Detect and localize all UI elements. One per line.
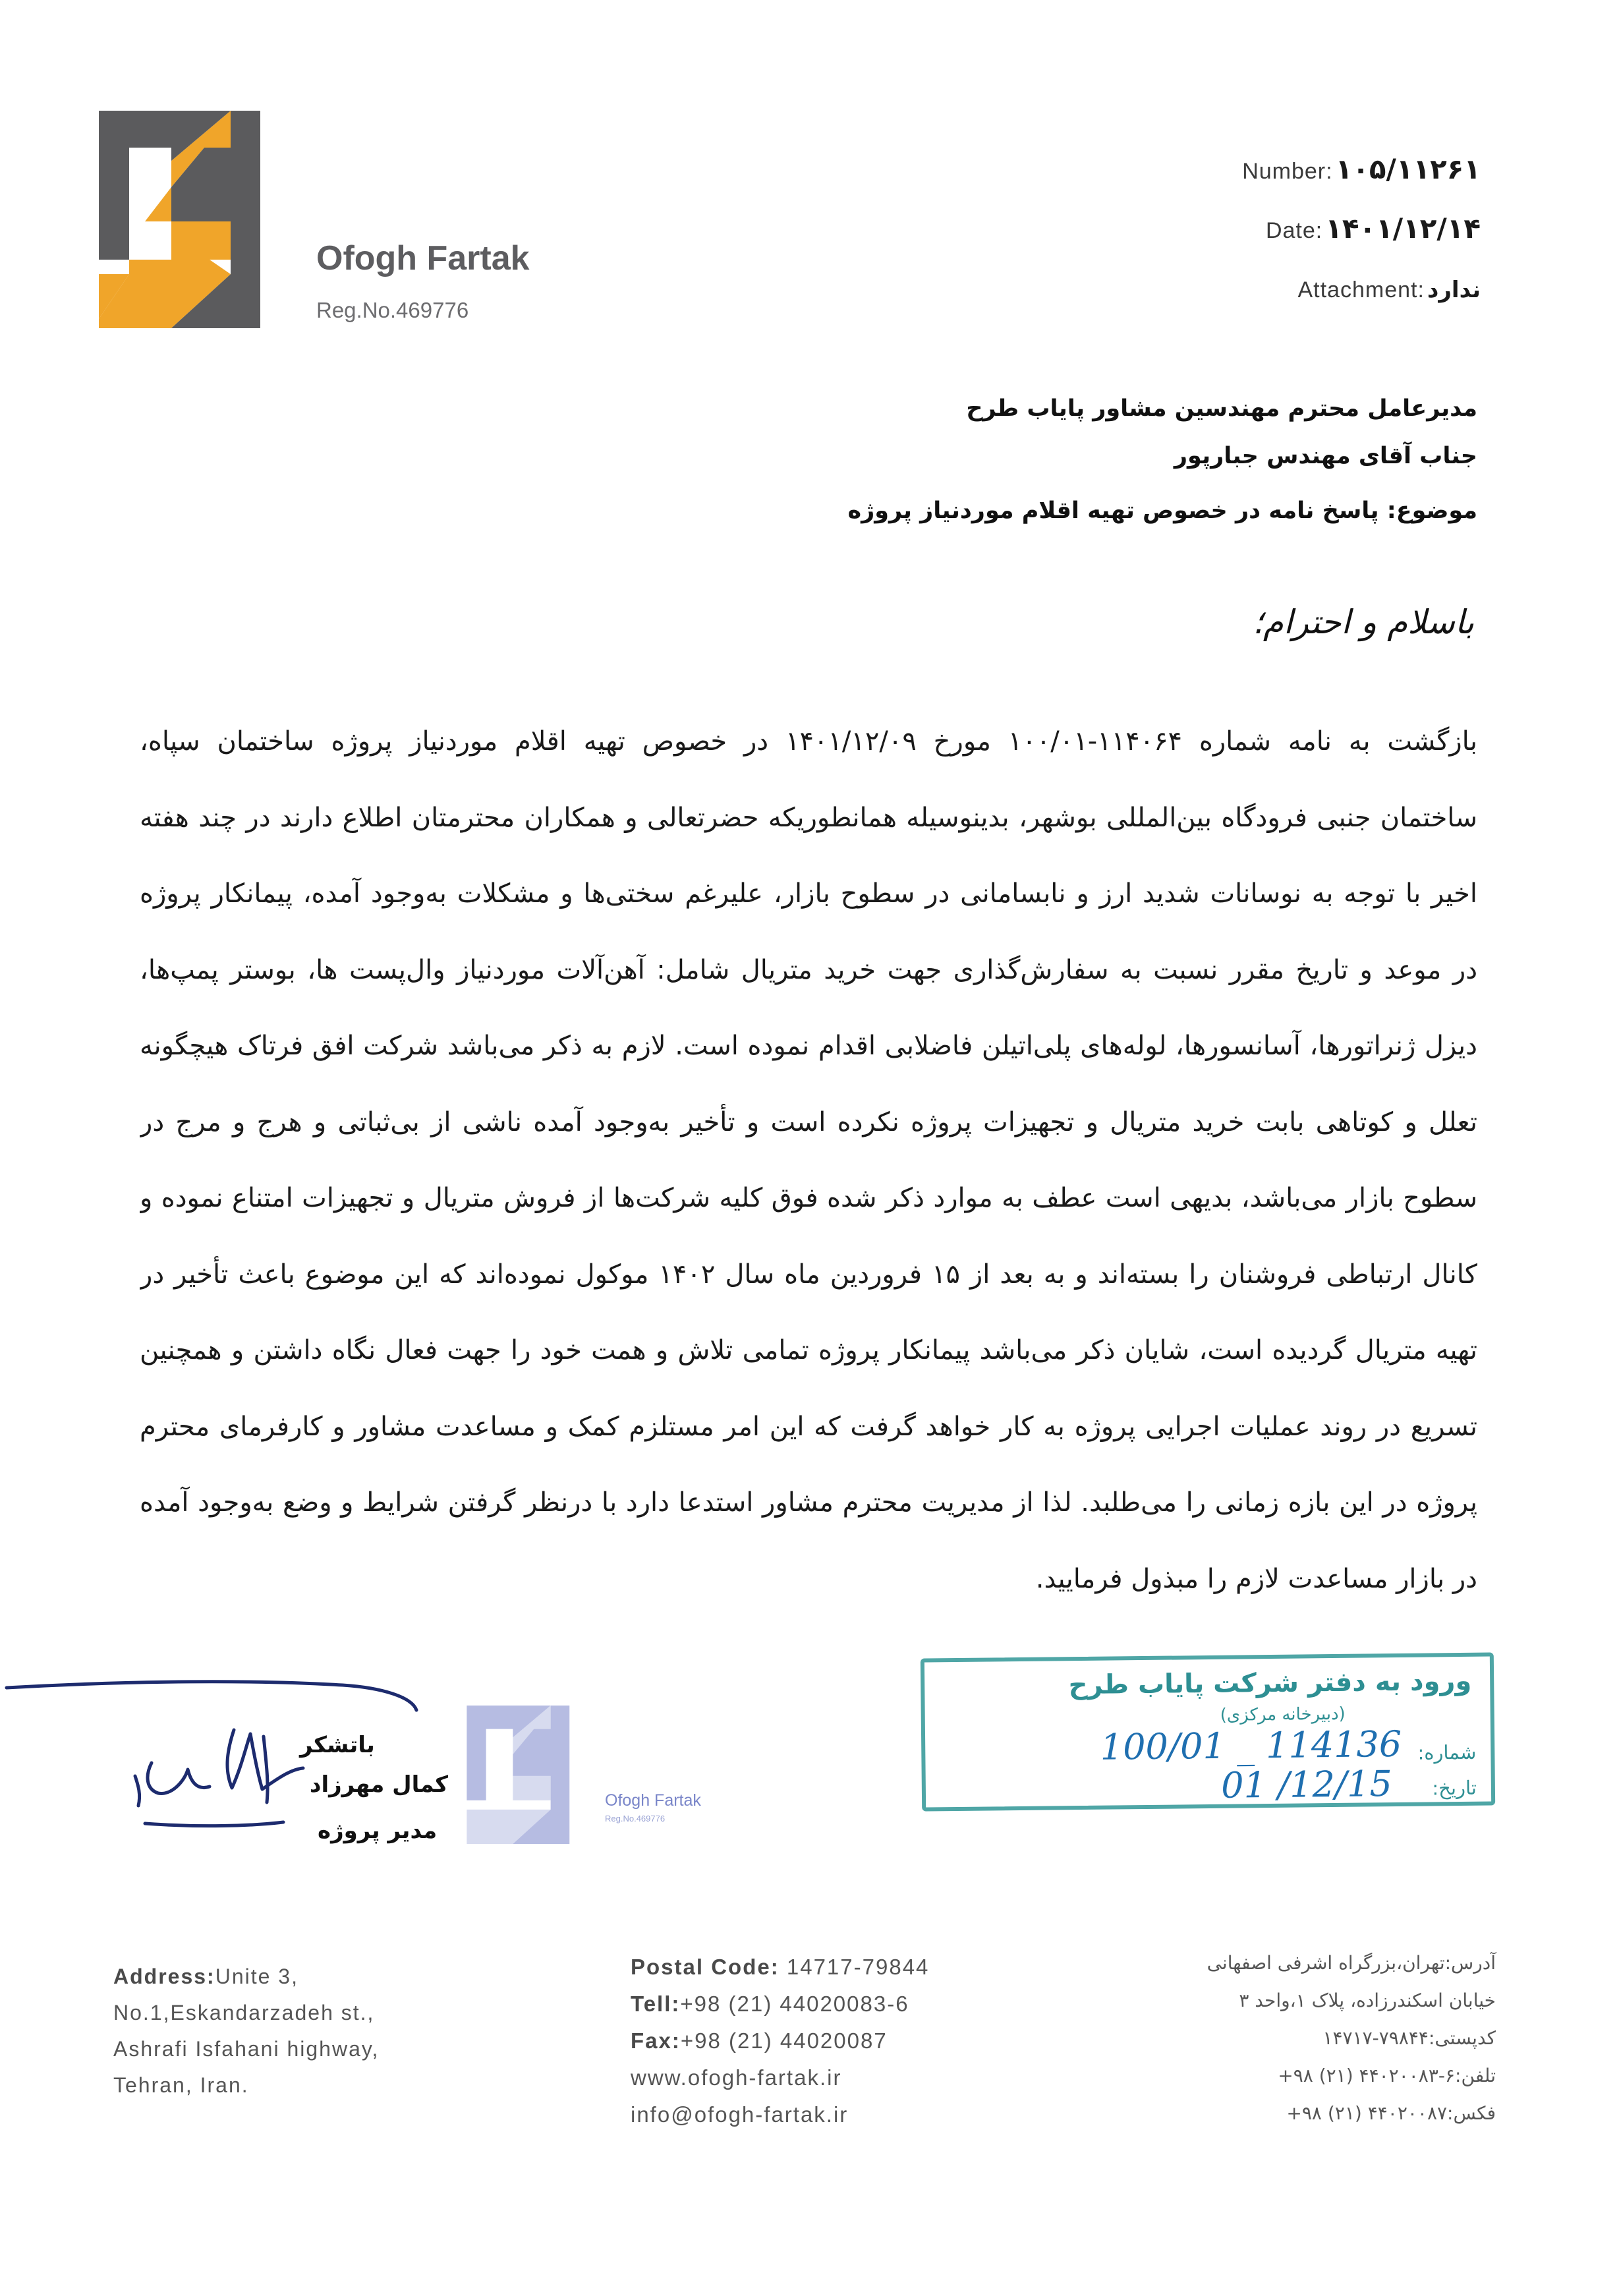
body-line: کانال ارتباطی فروشنان را بسته‌اند و به بعد از ۱۵ فروردین ماه سال ۱۴۰۲ موکول نموده‌اند که این موضوع باعث تأخیر در [140, 1259, 1477, 1290]
footer-contact [631, 1949, 929, 2133]
signer-title: مدیر پروژه [318, 1818, 438, 1844]
address-line: Unite 3, [215, 1965, 298, 1988]
letter-number [1242, 153, 1481, 185]
fa-footer-line: تلفن:۶-۴۴۰۲۰۰۸۳ (۲۱) ۹۸+ [1278, 2065, 1496, 2086]
recipient-title: مدیرعامل محترم مهندسین مشاور پایاب طرح [966, 395, 1477, 422]
stamp-title: ورود به دفتر شرکت پایاب طرح [1068, 1665, 1472, 1701]
number-label: Number: [1242, 159, 1333, 184]
signer-closing: باتشکر [300, 1732, 375, 1758]
body-line: تهیه متریال گردیده است، شایان ذکر می‌باشد پیمانکار پروژه تمامی تلاش و همت خود را جهت فعال نگاه داشتن و همچنین [140, 1335, 1477, 1365]
body-line: سطوح بازار می‌باشد، بدیهی است عطف به موارد ذکر شده فوق کلیه شرکت‌ها از فروش متریال و تجهیزات امتناع نموده و [140, 1183, 1477, 1213]
logo-mark [99, 111, 260, 328]
stamp-reg: Reg.No.469776 [605, 1814, 666, 1823]
stamp-date-label: تاریخ: [1432, 1776, 1477, 1800]
address-label: Address: [113, 1965, 215, 1988]
letter-subject: موضوع: پاسخ نامه در خصوص تهیه اقلام موردنیاز پروژه [847, 498, 1477, 524]
letter-body [140, 704, 1477, 1617]
footer-address-fa [1207, 1944, 1496, 2132]
recipient-name: جناب آقای مهندس جبارپور [1174, 443, 1477, 469]
body-line: دیزل ژنراتورها، آسانسورها، لوله‌های پلی‌اتیلن فاضلابی اقدام نموده است. لازم به ذکر می‌باشد شرکت افق فرتاک هیچگونه [140, 1031, 1477, 1061]
email-link[interactable]: info@ofogh-fartak.ir [631, 2102, 849, 2127]
postal-value: 14717-79844 [786, 1955, 930, 1979]
fa-footer-line: خیابان اسکندرزاده، پلاک ۱،واحد ۳ [1239, 1990, 1496, 2011]
number-value: ۱۰۵/۱۱۲۶۱ [1335, 153, 1481, 185]
fa-footer-line: فکس:۴۴۰۲۰۰۸۷ (۲۱) ۹۸+ [1286, 2102, 1496, 2124]
fax-value: +98 (21) 44020087 [680, 2028, 888, 2053]
date-label: Date: [1265, 218, 1323, 243]
letter-attachment [1297, 277, 1481, 303]
stamp-logo-mark [467, 1706, 569, 1844]
date-value: ۱۴۰۱/۱۲/۱۴ [1325, 212, 1481, 244]
attachment-label: Attachment: [1297, 277, 1425, 302]
body-line: در موعد و تاریخ مقرر نسبت به سفارش‌گذاری جهت خرید متریال شامل: آهن‌آلات موردنیاز وال‌پست ها، بوستر پمپ‌ها، [140, 954, 1477, 985]
body-line: اخیر با توجه به نوسانات شدید ارز و نابسامانی در سطوح بازار، علیرغم سختی‌ها و مشکلات به‌وجود آمده، پیمانکار پروژه [140, 878, 1477, 909]
greeting: باسلام و احترام؛ [1253, 603, 1474, 641]
stamp-subtitle: (دبیرخانه مرکزی) [1220, 1704, 1346, 1725]
body-line: پروژه در این بازه زمانی را می‌طلبد. لذا از مدیریت محترم مشاور استدعا دارد با درنظر گرفتن شرایط و وضع به‌وجود آمده [140, 1487, 1477, 1518]
stamp-brand: Ofogh Fartak [605, 1791, 701, 1810]
website-link[interactable]: www.ofogh-fartak.ir [631, 2065, 842, 2090]
body-line: تعلل و کوتاهی بابت خرید متریال و تجهیزات پروژه نکرده است و تأخیر به‌وجود آمده ناشی از بی‌ثباتی و هرج و مرج در [140, 1106, 1477, 1137]
attachment-value: ندارد [1427, 277, 1481, 303]
fa-footer-line: کدپستی:۷۹۸۴۴-۱۴۷۱۷ [1322, 2027, 1496, 2049]
signer-name: کمال مهرزاد [310, 1771, 448, 1798]
body-line: تسریع در روند عملیات اجرایی پروژه به کار خواهد گرفت که این امر مستلزم کمک و مساعدت مشاور و کارفرمای محترم [140, 1411, 1477, 1442]
address-line: Ashrafi Isfahani highway, [113, 2037, 380, 2061]
secretariat-stamp [921, 1652, 1495, 1811]
fa-footer-line: آدرس:تهران،بزرگراه اشرفی اصفهانی [1207, 1952, 1496, 1974]
letter-date [1266, 212, 1481, 244]
body-line: ساختمان جنبی فرودگاه بین‌المللی بوشهر، بدینوسیله همانطوریکه حضرتعالی و همکاران محترمتان اطلاع دارند در چند هفته [140, 802, 1477, 833]
company-registration: Reg.No.469776 [316, 298, 469, 322]
tel-label: Tell: [631, 1992, 681, 2016]
address-line: No.1,Eskandarzadeh st., [113, 2001, 375, 2024]
body-line: بازگشت به نامه شماره ۱۱۴۰۶۴-۱۰۰/۰۱ مورخ ۱۴۰۱/۱۲/۰۹ در خصوص تهیه اقلام موردنیاز پروژه ساختمان سپاه، [140, 726, 1477, 757]
company-name: Ofogh Fartak [316, 239, 530, 277]
stamp-number-label: شماره: [1417, 1740, 1477, 1764]
postal-label: Postal Code: [631, 1955, 780, 1979]
company-logo-stamp [467, 1706, 597, 1844]
address-line: Tehran, Iran. [113, 2073, 249, 2097]
stamp-date-value: 01 /12/15 [1220, 1763, 1393, 1806]
fax-label: Fax: [631, 2028, 681, 2053]
footer-address-en [113, 1959, 379, 2104]
body-line: در بازار مساعدت لازم را مبذول فرمایید. [1035, 1563, 1477, 1594]
tel-value: +98 (21) 44020083-6 [680, 1992, 909, 2016]
stamp-number-value: 100/01 _ 114136 [1100, 1723, 1402, 1768]
company-logo [99, 111, 303, 328]
